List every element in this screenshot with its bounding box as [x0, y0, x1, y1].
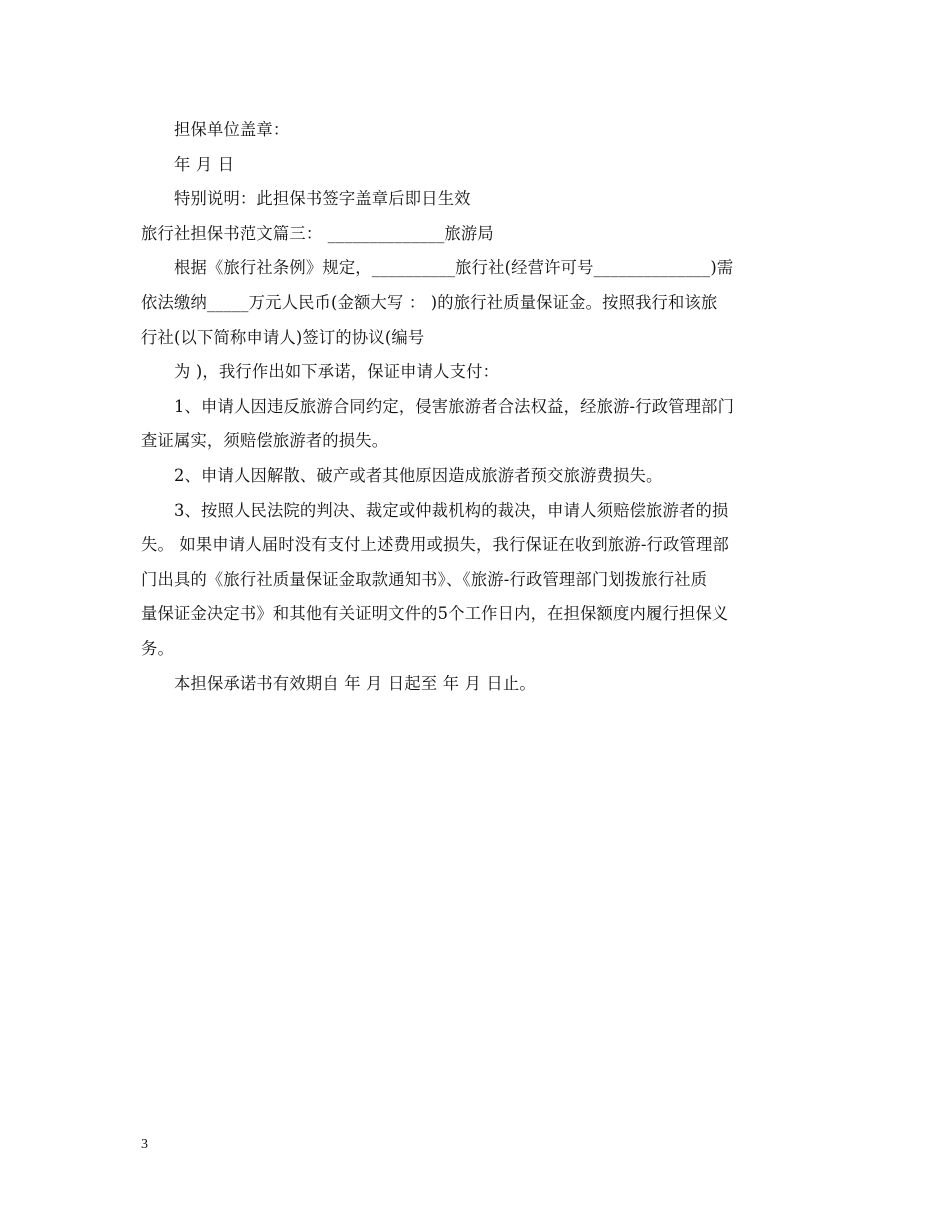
- guarantor-seal-line: 担保单位盖章：: [174, 120, 290, 139]
- validity-period-line: 本担保承诺书有效期自 年 月 日起至 年 月 日止。: [174, 673, 536, 693]
- clause-2-line: 2、申请人因解散、破产或者其他原因造成旅游者预交旅游费损失。: [174, 465, 663, 485]
- paragraph-line: 为 )，我行作出如下承诺，保证申请人支付：: [174, 362, 500, 382]
- page-number: 3: [141, 1137, 148, 1152]
- date-line: 年 月 日: [174, 154, 235, 174]
- document-body: [141, 113, 813, 701]
- special-note-line: 特别说明：此担保书签字盖章后即日生效: [174, 189, 471, 209]
- paragraph-line: 依法缴纳_____万元人民币(金额大写 ： )的旅行社质量保证金。按照我行和该旅: [141, 292, 718, 312]
- section-heading-line: 旅行社担保书范文篇三： ______________旅游局: [141, 223, 494, 243]
- paragraph-line: 根据《旅行社条例》规定，__________旅行社(经营许可号______________)需: [174, 258, 734, 278]
- paragraph-line: 行社(以下简称申请人)签订的协议(编号: [141, 327, 425, 347]
- clause-1-line: 1、申请人因违反旅游合同约定，侵害旅游者合法权益，经旅游-行政管理部门: [174, 396, 735, 416]
- clause-1-line: 查证属实，须赔偿旅游者的损失。: [141, 431, 389, 451]
- clause-3-line: 量保证金决定书》和其他有关证明文件的5个工作日内，在担保额度内履行担保义: [141, 604, 729, 624]
- clause-3-line: 3、按照人民法院的判决、裁定或仲裁机构的裁决，申请人须赔偿旅游者的损: [174, 500, 729, 520]
- clause-3-line: 失。 如果申请人届时没有支付上述费用或损失，我行保证在收到旅游-行政管理部: [141, 535, 729, 555]
- clause-3-line: 务。: [141, 638, 174, 658]
- clause-3-line: 门出具的《旅行社质量保证金取款通知书》、《旅游-行政管理部门划拨旅行社质: [141, 569, 708, 589]
